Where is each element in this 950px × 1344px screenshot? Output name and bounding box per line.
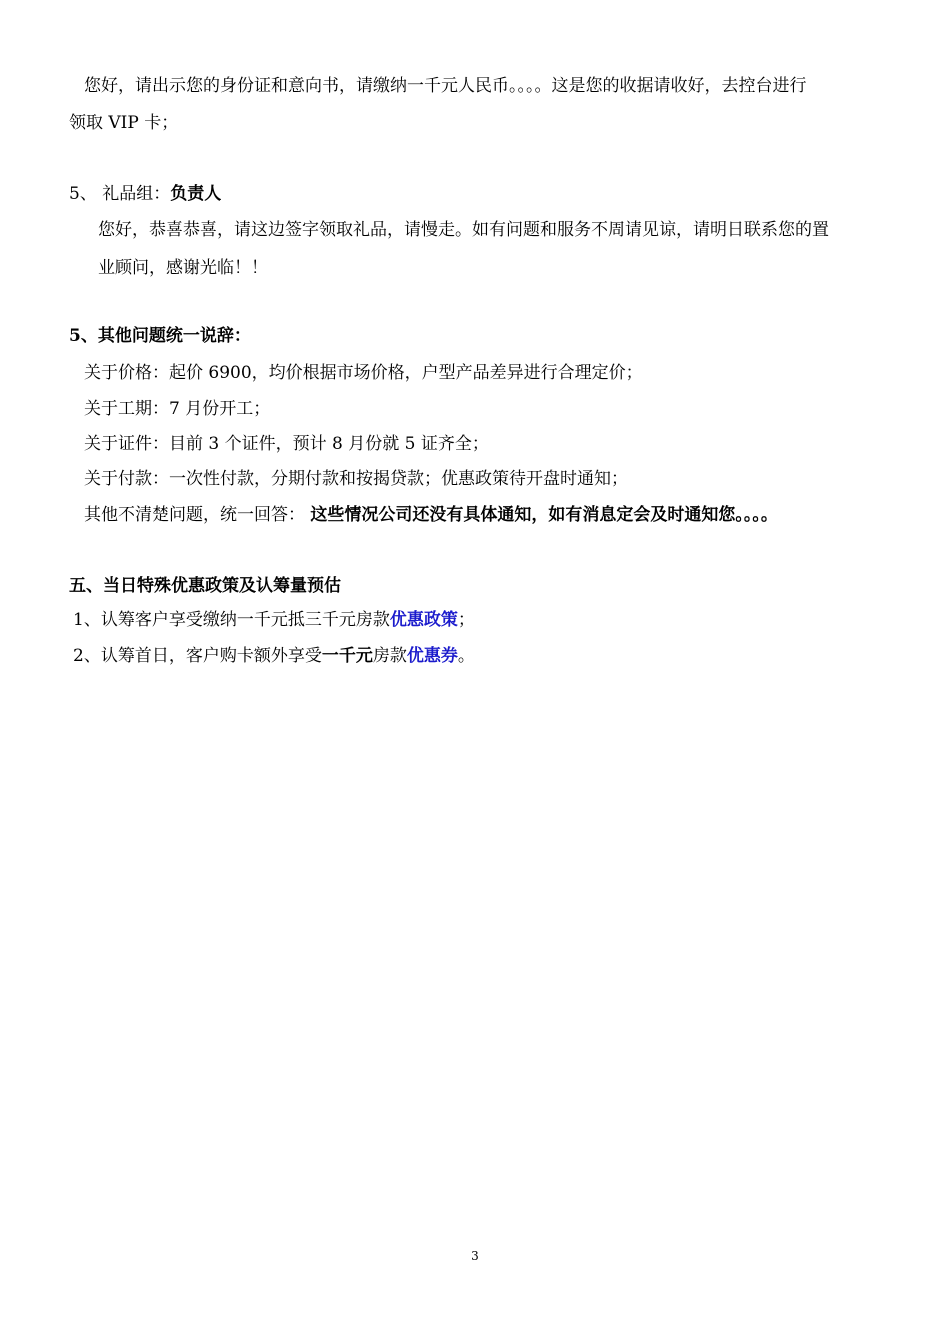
section5-item-1-end: ； xyxy=(457,610,475,630)
section5-item-1-link: 优惠政策 xyxy=(389,610,458,630)
faq-certificates: 关于证件：目前 3 个证件，预计 8 月份就 5 证齐全； xyxy=(84,434,489,454)
gift-group-heading xyxy=(69,182,221,206)
section5-item-2-link: 优惠券 xyxy=(406,646,458,666)
section5-title: 五、当日特殊优惠政策及认筹量预估 xyxy=(69,576,341,596)
section5-item-2-mid: 房款 xyxy=(372,646,407,666)
faq-schedule: 关于工期：7 月份开工； xyxy=(84,399,271,419)
gift-group-line-2: 业顾问，感谢光临！！ xyxy=(98,258,268,278)
section5-item-1 xyxy=(73,608,475,632)
gift-group-owner: 负责人 xyxy=(170,184,222,204)
gift-group-line-1: 您好，恭喜恭喜，请这边签字领取礼品，请慢走。如有问题和服务不周请见谅，请明日联系您的置 xyxy=(98,220,829,240)
reception-line-2: 领取 VIP 卡； xyxy=(69,113,179,133)
section5-item-2-bold: 一千元 xyxy=(321,646,373,666)
gift-group-number: 5、 xyxy=(69,184,97,204)
reception-line-1: 您好，请出示您的身份证和意向书，请缴纳一千元人民币。。。。这是您的收据请收好，去控台进行 xyxy=(84,76,807,96)
faq-other-prefix: 其他不清楚问题，统一回答： xyxy=(84,505,305,525)
section5-item-2-end: 。 xyxy=(457,646,475,666)
section5-item-2-text: 2、认筹首日，客户购卡额外享受 xyxy=(73,646,322,666)
faq-other-answer: 这些情况公司还没有具体通知，如有消息定会及时通知您。。。。 xyxy=(310,505,778,525)
faq-other xyxy=(84,503,778,527)
section5-item-2 xyxy=(73,644,475,668)
faq-payment: 关于付款：一次性付款，分期付款和按揭贷款；优惠政策待开盘时通知； xyxy=(84,469,628,489)
faq-price: 关于价格：起价 6900，均价根据市场价格，户型产品差异进行合理定价； xyxy=(84,363,643,383)
gift-group-label: 礼品组： xyxy=(102,184,171,204)
faq-title: 5、其他问题统一说辞： xyxy=(69,326,251,346)
section5-item-1-text: 1、认筹客户享受缴纳一千元抵三千元房款 xyxy=(73,610,390,630)
page-number: 3 xyxy=(471,1249,479,1263)
